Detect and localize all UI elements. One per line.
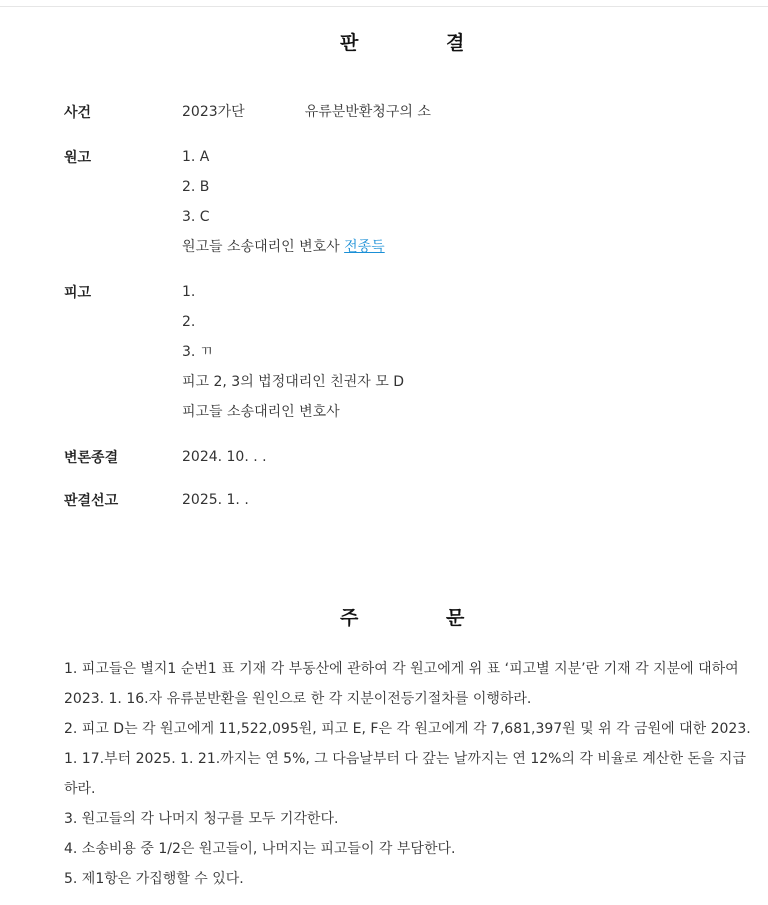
ruling-line: 4. 소송비용 중 1/2은 원고들이, 나머지는 피고들이 각 부담한다. bbox=[64, 841, 456, 857]
defendant-2: 2. bbox=[182, 314, 196, 330]
ruling-title-char-1: 주 bbox=[340, 607, 359, 629]
plaintiff-3: 3. C bbox=[182, 209, 210, 225]
defendant-3: 3. ㄲ bbox=[182, 344, 214, 360]
ruling-line: 2023. 1. 16.자 유류분반환을 원인으로 한 각 지분이전등기절차를 이행하라. bbox=[64, 691, 532, 707]
hearing-closed-date: 2024. 10. . . bbox=[182, 449, 267, 465]
title-char-1: 판 bbox=[340, 32, 359, 54]
ruling-line: 1. 17.부터 2025. 1. 21.까지는 연 5%, 그 다음날부터 다 갚는 날까지는 연 12%의 각 비율로 계산한 돈을 지급 bbox=[64, 751, 746, 767]
ruling-line: 하라. bbox=[64, 781, 96, 797]
case-label: 사건 bbox=[64, 105, 92, 121]
case-number: 2023가단 bbox=[182, 104, 245, 120]
case-number-line bbox=[182, 102, 742, 132]
plaintiff-counsel-link[interactable]: 전종득 bbox=[344, 239, 385, 255]
plaintiff-2: 2. B bbox=[182, 179, 210, 195]
judgment-date-label: 판결선고 bbox=[64, 493, 119, 509]
plaintiff-1: 1. A bbox=[182, 149, 210, 165]
plaintiff-label: 원고 bbox=[64, 150, 92, 166]
judgment-title bbox=[0, 28, 768, 58]
ruling-line: 2. 피고 D는 각 원고에게 11,522,095원, 피고 E, F은 각 원고에게 각 7,681,397원 및 위 각 금원에 대한 2023. bbox=[64, 721, 751, 737]
plaintiff-counsel-line bbox=[182, 237, 742, 267]
ruling-title-char-2: 문 bbox=[446, 607, 465, 629]
plaintiff-counsel-label: 원고들 소송대리인 변호사 bbox=[182, 239, 345, 255]
defendant-label: 피고 bbox=[64, 285, 92, 301]
ruling-line: 3. 원고들의 각 나머지 청구를 모두 기각한다. bbox=[64, 811, 339, 827]
ruling-body bbox=[64, 654, 751, 894]
hearing-closed-label: 변론종결 bbox=[64, 450, 119, 466]
ruling-line: 5. 제1항은 가집행할 수 있다. bbox=[64, 871, 244, 887]
ruling-title bbox=[0, 603, 768, 633]
title-char-2: 결 bbox=[446, 32, 465, 54]
defendant-1: 1. bbox=[182, 284, 196, 300]
case-name: 유류분반환청구의 소 bbox=[304, 104, 431, 120]
judgment-date: 2025. 1. . bbox=[182, 492, 249, 508]
defendant-counsel: 피고들 소송대리인 변호사 bbox=[182, 404, 340, 420]
ruling-line: 1. 피고들은 별지1 순번1 표 기재 각 부동산에 관하여 각 원고에게 위 표 ‘피고별 지분’란 기재 각 지분에 대하여 bbox=[64, 661, 739, 677]
defendant-guardian: 피고 2, 3의 법정대리인 친권자 모 D bbox=[182, 374, 405, 390]
top-divider bbox=[0, 6, 768, 7]
